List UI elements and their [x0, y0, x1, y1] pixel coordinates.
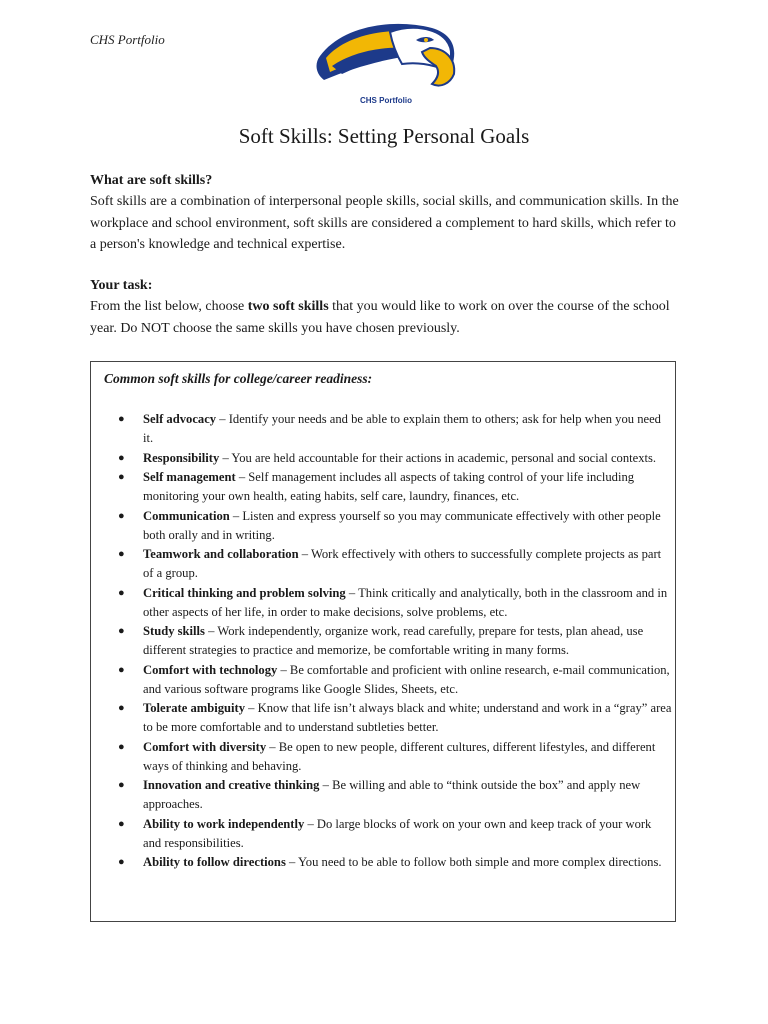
skill-description: – You need to be able to follow both simple and more complex directions.: [285, 855, 662, 869]
body-text: that you would like to work on over the course of the school year. Do NOT choose the same skills you have chosen previously.: [90, 299, 670, 336]
section-body: [90, 296, 682, 339]
list-item: [116, 468, 672, 506]
logo-caption: CHS Portfolio: [360, 96, 412, 105]
bullet-icon: ●: [118, 471, 125, 483]
bullet-icon: ●: [118, 413, 125, 425]
bullet-icon: ●: [118, 625, 125, 637]
bullet-icon: ●: [118, 856, 125, 868]
list-item: [116, 699, 672, 737]
body-text: From the list below, choose: [90, 299, 248, 314]
page-title: Soft Skills: Setting Personal Goals: [238, 124, 530, 148]
bullet-icon: ●: [118, 451, 125, 464]
list-item: [116, 776, 672, 814]
bullet-icon: ●: [118, 702, 125, 714]
bullet-icon: ●: [118, 663, 125, 676]
list-item: [116, 507, 672, 545]
your-task-section: [90, 275, 682, 339]
bullet-icon: ●: [118, 548, 125, 560]
skill-name: Teamwork and collaboration: [143, 547, 299, 561]
eagle-head-icon: [312, 18, 460, 98]
skill-description: – Work effectively with others to successfully complete projects as part of a group.: [143, 547, 662, 580]
skill-description: – Do large blocks of work on your own and keep track of your work and responsibilities.: [143, 816, 652, 850]
body-emphasis: two soft skills: [247, 299, 329, 314]
skill-name: Self advocacy: [143, 412, 217, 426]
skill-description: – Be willing and able to “think outside the box” and apply new approaches.: [143, 778, 641, 811]
bullet-icon: ●: [118, 509, 125, 522]
skill-description: – Work independently, organize work, read carefully, prepare for tests, plan ahead, use different strategies to practice and memorize, be comfortable writing in many forms.: [143, 624, 644, 657]
section-heading: What are soft skills?: [90, 173, 213, 188]
list-item: [116, 815, 672, 853]
skill-description: – You are held accountable for their actions in academic, personal and social contexts.: [219, 450, 657, 465]
skill-description: – Think critically and analytically, both in the classroom and in other aspects of her life, in order to make decisions, solve problems, etc.: [143, 585, 668, 619]
skill-name: Innovation and creative thinking: [143, 778, 320, 792]
soft-skills-box: [90, 361, 676, 922]
bullet-icon: ●: [118, 779, 125, 791]
skill-name: Study skills: [143, 624, 205, 638]
skill-description: – Be comfortable and proficient with online research, e-mail communication, and various software programs like Google Slides, Sheets, etc.: [143, 662, 670, 696]
list-item: [116, 738, 672, 776]
list-item: [116, 449, 672, 468]
header-portfolio-label: CHS Portfolio: [90, 32, 165, 47]
skill-description: – Be open to new people, different cultures, different lifestyles, and different ways of thinking and behaving.: [143, 739, 656, 773]
skill-name: Communication: [143, 508, 230, 523]
skill-name: Comfort with diversity: [143, 739, 267, 754]
skill-name: Comfort with technology: [143, 662, 278, 677]
section-body: Soft skills are a combination of interpersonal people skills, social skills, and communication skills. In the workplace and school environment, soft skills are considered a complement to hard skills, which refer to a person's knowledge and technical expertise.: [90, 194, 679, 252]
section-heading: Your task:: [90, 278, 153, 293]
box-heading: Common soft skills for college/career readiness:: [104, 371, 373, 386]
skill-description: – Identify your needs and be able to explain them to others; ask for help when you need it.: [143, 412, 661, 445]
bullet-icon: ●: [118, 740, 125, 753]
skill-name: Tolerate ambiguity: [143, 701, 246, 715]
list-item: [116, 584, 672, 622]
skill-name: Responsibility: [143, 450, 220, 465]
list-item: [116, 545, 672, 583]
skills-list: [116, 410, 672, 873]
eagle-logo: [312, 18, 460, 110]
bullet-icon: ●: [118, 586, 125, 599]
what-are-soft-skills-section: [90, 170, 682, 256]
skill-name: Ability to work independently: [143, 816, 305, 831]
skill-name: Ability to follow directions: [143, 855, 286, 869]
skill-name: Critical thinking and problem solving: [143, 585, 346, 600]
skill-description: – Listen and express yourself so you may communicate effectively with other people both orally and in writing.: [143, 508, 661, 542]
skill-description: – Know that life isn’t always black and white; understand and work in a “gray” area to be more comfortable and to understand subtleties better.: [143, 701, 672, 734]
list-item: [116, 622, 672, 660]
list-item: [116, 853, 672, 872]
list-item: [116, 410, 672, 448]
bullet-icon: ●: [118, 817, 125, 830]
skill-description: – Self management includes all aspects of taking control of your life including monitoring your own health, eating habits, self care, laundry, finances, etc.: [143, 470, 635, 503]
skill-name: Self management: [143, 470, 236, 484]
list-item: [116, 661, 672, 699]
